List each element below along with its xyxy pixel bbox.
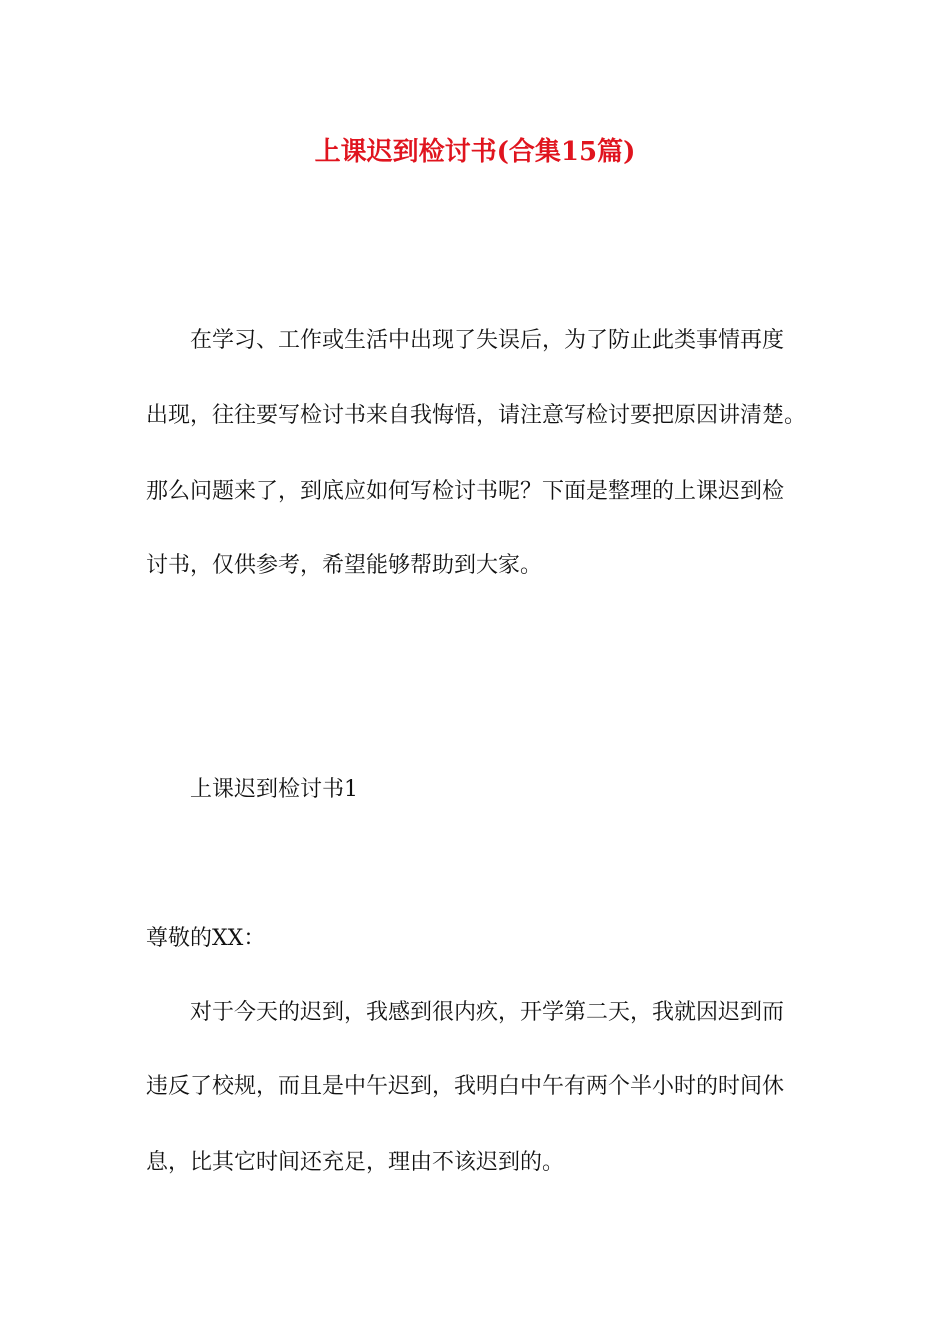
intro-line-4: 讨书，仅供参考，希望能够帮助到大家。 [146,553,543,578]
section-heading: 上课迟到检讨书1 [190,777,358,802]
intro-line-1: 在学习、工作或生活中出现了失误后，为了防止此类事情再度 [190,328,785,353]
document-title: 上课迟到检讨书(合集15篇) [314,137,636,167]
body-line-2: 违反了校规，而且是中午迟到，我明白中午有两个半小时的时间休 [146,1074,785,1099]
intro-line-3: 那么问题来了，到底应如何写检讨书呢？下面是整理的上课迟到检 [146,479,785,504]
body-line-1: 对于今天的迟到，我感到很内疚，开学第二天，我就因迟到而 [190,1000,785,1025]
body-line-3: 息，比其它时间还充足，理由不该迟到的。 [146,1150,565,1175]
intro-line-2: 出现，往往要写检讨书来自我悔悟，请注意写检讨要把原因讲清楚。 [146,403,807,428]
salutation: 尊敬的XX： [146,926,266,951]
